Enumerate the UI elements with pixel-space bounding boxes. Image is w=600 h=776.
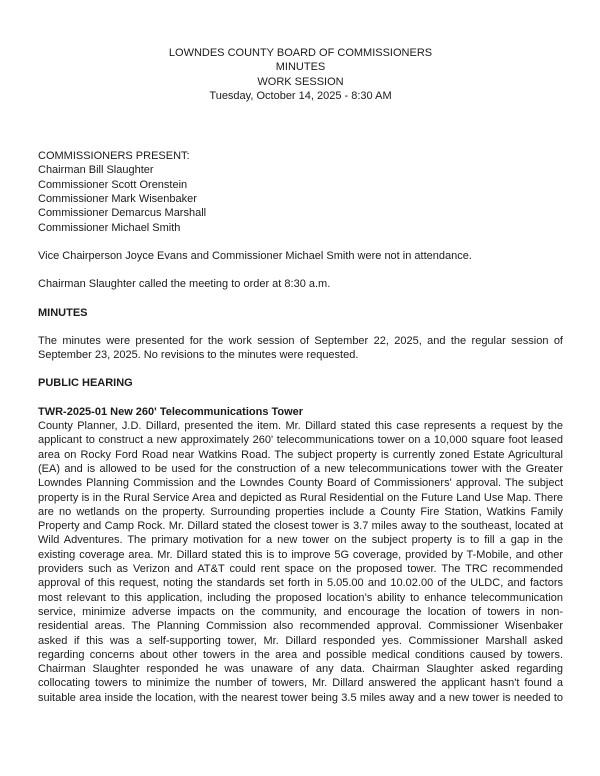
document-date-line: Tuesday, October 14, 2025 - 8:30 AM — [209, 89, 392, 102]
agenda-item-body: County Planner, J.D. Dillard, presented the item. Mr. Dillard stated this case represents a request by the applicant to construct a new approximately 260' telecommunications tower on a 10,000 square foot leased area on Rocky Ford Road near Watkins Road. The subject property is currently zoned Estate Agricultural (EA) and is allowed to be used for the construction of a new telecommunications tower with the Greater Lowndes Planning Commission and the Lowndes County Board of Commissioners' approval. The subject property is in the Rural Service Area and depicted as Rural Residential on the Future Land Use Map. There are no wetlands on the property. Surrounding properties include a County Fire Station, Watkins Family Property and Camp Rock. Mr. Dillard stated the closest tower is 3.7 miles away to the southeast, located at Wild Adventures. The primary motivation for a new tower on the subject property is to fill a gap in the existing coverage area. Mr. Dillard stated this is to improve 5G coverage, provided by T-Mobile, and other providers such as Verizon and AT&T could rent space on the proposed tower. The TRC recommended approval of this request, noting the standards set forth in 5.05.00 and 10.02.00 of the ULDC, and factors most relevant to this application, including the proposed location’s ability to enhance telecommunication service, minimize adverse impacts on the community, and encourage the location of towers in non-residential areas. The Planning Commission also recommended approval. Commissioner Wisenbaker asked if this was a self-supporting tower, Mr. Dillard responded yes. Commissioner Marshall asked regarding concerns about other towers in the area and possible medical conditions caused by towers. Chairman Slaughter responded he was unaware of any data. Chairman Slaughter asked regarding collocating towers to minimize the number of towers, Mr. Dillard answered the applicant hasn't found a suitable area inside the location, with the nearest tower being 3.5 miles away and a new tower is needed to — [38, 420, 563, 704]
document-subtitle-work-session: WORK SESSION — [257, 75, 344, 88]
absence-note: Vice Chairperson Joyce Evans and Commissioner Michael Smith were not in attendance. — [38, 249, 472, 262]
commissioners-present-label: COMMISSIONERS PRESENT: — [38, 150, 190, 163]
document-title: LOWNDES COUNTY BOARD OF COMMISSIONERS — [168, 47, 433, 59]
attendee-smith: Commissioner Michael Smith — [38, 221, 181, 234]
minutes-section-body: The minutes were presented for the work session of September 22, 2025, and the regular session of September 23, 2025. No revisions to the minutes were requested. — [38, 334, 563, 362]
agenda-item-title: TWR-2025-01 New 260' Telecommunications Tower — [38, 405, 304, 418]
attendee-marshall: Commissioner Demarcus Marshall — [38, 207, 207, 220]
document-subtitle-minutes: MINUTES — [275, 61, 326, 74]
document-header — [38, 46, 563, 103]
attendee-chairman: Chairman Bill Slaughter — [38, 164, 154, 177]
minutes-section-heading: MINUTES — [38, 306, 88, 319]
call-to-order-note: Chairman Slaughter called the meeting to order at 8:30 a.m. — [38, 278, 331, 291]
attendance-block — [38, 149, 563, 235]
public-hearing-heading: PUBLIC HEARING — [38, 377, 133, 390]
attendee-wisenbaker: Commissioner Mark Wisenbaker — [38, 193, 197, 206]
attendee-orenstein: Commissioner Scott Orenstein — [38, 178, 188, 191]
